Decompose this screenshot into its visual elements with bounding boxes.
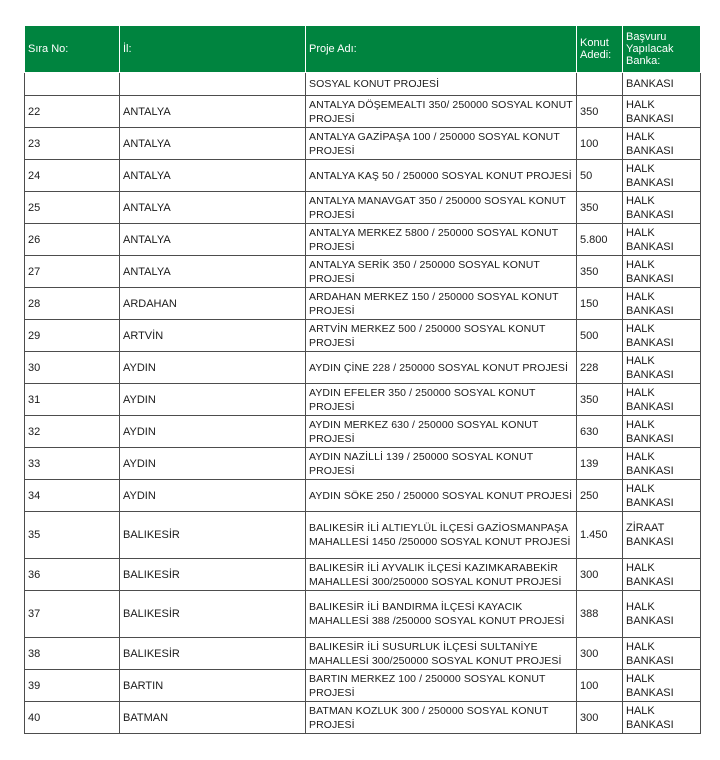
cell-sira-no: 39 [25, 670, 120, 702]
cell-proje-adi: BARTIN MERKEZ 100 / 250000 SOSYAL KONUT PROJESİ [306, 670, 577, 702]
cell-konut-adedi: 300 [577, 638, 623, 670]
cell-proje-adi: BALIKESİR İLİ AYVALIK İLÇESİ KAZIMKARABEKİR MAHALLESİ 300/250000 SOSYAL KONUT PROJESİ [306, 559, 577, 591]
cell-il: BARTIN [120, 670, 306, 702]
cell-proje-adi: ARDAHAN MERKEZ 150 / 250000 SOSYAL KONUT PROJESİ [306, 288, 577, 320]
table-row [25, 448, 701, 480]
cell-proje-adi: BALIKESİR İLİ BANDIRMA İLÇESİ KAYACIK MAHALLESİ 388 /250000 SOSYAL KONUT PROJESİ [306, 591, 577, 638]
table-row [25, 384, 701, 416]
cell-proje-adi: AYDIN SÖKE 250 / 250000 SOSYAL KONUT PROJESİ [306, 480, 577, 512]
cell-sira-no: 29 [25, 320, 120, 352]
cell-konut-adedi: 100 [577, 670, 623, 702]
cell-il: BALIKESİR [120, 638, 306, 670]
cell-proje-adi: BALIKESİR İLİ ALTIEYLÜL İLÇESİ GAZİOSMANPAŞA MAHALLESİ 1450 /250000 SOSYAL KONUT PROJESİ [306, 512, 577, 559]
cell-il: AYDIN [120, 448, 306, 480]
table-row [25, 591, 701, 638]
table-row [25, 288, 701, 320]
cell-banka: BANKASI [623, 73, 701, 96]
table-row [25, 480, 701, 512]
cell-banka: ZİRAAT BANKASI [623, 512, 701, 559]
cell-sira-no: 22 [25, 96, 120, 128]
housing-project-table [24, 25, 701, 734]
table-row [25, 512, 701, 559]
cell-il: ARDAHAN [120, 288, 306, 320]
cell-il: ANTALYA [120, 160, 306, 192]
cell-il: BALIKESİR [120, 512, 306, 559]
cell-proje-adi: ANTALYA MANAVGAT 350 / 250000 SOSYAL KONUT PROJESİ [306, 192, 577, 224]
cell-konut-adedi: 150 [577, 288, 623, 320]
cell-sira-no: 34 [25, 480, 120, 512]
cell-konut-adedi: 350 [577, 96, 623, 128]
cell-sira-no: 25 [25, 192, 120, 224]
cell-il [120, 73, 306, 96]
cell-konut-adedi [577, 73, 623, 96]
cell-konut-adedi: 300 [577, 702, 623, 734]
cell-proje-adi: ANTALYA KAŞ 50 / 250000 SOSYAL KONUT PROJESİ [306, 160, 577, 192]
cell-konut-adedi: 350 [577, 192, 623, 224]
cell-banka: HALK BANKASI [623, 288, 701, 320]
cell-proje-adi: ARTVİN MERKEZ 500 / 250000 SOSYAL KONUT PROJESİ [306, 320, 577, 352]
cell-il: AYDIN [120, 416, 306, 448]
cell-konut-adedi: 250 [577, 480, 623, 512]
header-proje-adi: Proje Adı: [306, 26, 577, 73]
cell-konut-adedi: 300 [577, 559, 623, 591]
cell-konut-adedi: 630 [577, 416, 623, 448]
cell-sira-no: 27 [25, 256, 120, 288]
table-row [25, 320, 701, 352]
cell-sira-no: 35 [25, 512, 120, 559]
cell-banka: HALK BANKASI [623, 591, 701, 638]
table-header-row [25, 26, 701, 73]
cell-proje-adi: ANTALYA DÖŞEMEALTI 350/ 250000 SOSYAL KONUT PROJESİ [306, 96, 577, 128]
header-konut-adedi: Konut Adedi: [577, 26, 623, 73]
cell-proje-adi: ANTALYA SERİK 350 / 250000 SOSYAL KONUT PROJESİ [306, 256, 577, 288]
table-row [25, 638, 701, 670]
cell-il: ANTALYA [120, 96, 306, 128]
table-row [25, 256, 701, 288]
cell-banka: HALK BANKASI [623, 670, 701, 702]
cell-sira-no [25, 73, 120, 96]
cell-il: BATMAN [120, 702, 306, 734]
cell-sira-no: 23 [25, 128, 120, 160]
cell-konut-adedi: 350 [577, 256, 623, 288]
cell-konut-adedi: 50 [577, 160, 623, 192]
cell-il: ANTALYA [120, 256, 306, 288]
cell-banka: HALK BANKASI [623, 416, 701, 448]
cell-sira-no: 24 [25, 160, 120, 192]
cell-proje-adi: ANTALYA MERKEZ 5800 / 250000 SOSYAL KONUT PROJESİ [306, 224, 577, 256]
header-il: İl: [120, 26, 306, 73]
cell-banka: HALK BANKASI [623, 702, 701, 734]
cell-proje-adi: BATMAN KOZLUK 300 / 250000 SOSYAL KONUT PROJESİ [306, 702, 577, 734]
cell-proje-adi: AYDIN EFELER 350 / 250000 SOSYAL KONUT PROJESİ [306, 384, 577, 416]
cell-il: ANTALYA [120, 192, 306, 224]
cell-sira-no: 30 [25, 352, 120, 384]
cell-banka: HALK BANKASI [623, 192, 701, 224]
cell-banka: HALK BANKASI [623, 128, 701, 160]
cell-sira-no: 26 [25, 224, 120, 256]
cell-sira-no: 40 [25, 702, 120, 734]
cell-banka: HALK BANKASI [623, 559, 701, 591]
cell-banka: HALK BANKASI [623, 638, 701, 670]
cell-proje-adi: AYDIN MERKEZ 630 / 250000 SOSYAL KONUT PROJESİ [306, 416, 577, 448]
cell-il: AYDIN [120, 480, 306, 512]
cell-sira-no: 33 [25, 448, 120, 480]
cell-sira-no: 36 [25, 559, 120, 591]
header-sira-no: Sıra No: [25, 26, 120, 73]
cell-il: AYDIN [120, 352, 306, 384]
table-row [25, 352, 701, 384]
cell-konut-adedi: 139 [577, 448, 623, 480]
cell-proje-adi: AYDIN ÇİNE 228 / 250000 SOSYAL KONUT PROJESİ [306, 352, 577, 384]
table-row [25, 670, 701, 702]
table-row [25, 160, 701, 192]
cell-proje-adi: SOSYAL KONUT PROJESİ [306, 73, 577, 96]
cell-il: BALIKESİR [120, 559, 306, 591]
table-row [25, 73, 701, 96]
cell-banka: HALK BANKASI [623, 256, 701, 288]
cell-banka: HALK BANKASI [623, 448, 701, 480]
cell-il: ARTVİN [120, 320, 306, 352]
cell-konut-adedi: 228 [577, 352, 623, 384]
cell-proje-adi: AYDIN NAZİLLİ 139 / 250000 SOSYAL KONUT PROJESİ [306, 448, 577, 480]
cell-konut-adedi: 350 [577, 384, 623, 416]
cell-sira-no: 38 [25, 638, 120, 670]
cell-banka: HALK BANKASI [623, 352, 701, 384]
cell-banka: HALK BANKASI [623, 480, 701, 512]
cell-sira-no: 37 [25, 591, 120, 638]
cell-il: AYDIN [120, 384, 306, 416]
cell-sira-no: 28 [25, 288, 120, 320]
table-row [25, 96, 701, 128]
table-row [25, 128, 701, 160]
cell-proje-adi: BALIKESİR İLİ SUSURLUK İLÇESİ SULTANİYE MAHALLESİ 300/250000 SOSYAL KONUT PROJESİ [306, 638, 577, 670]
table-row [25, 559, 701, 591]
cell-proje-adi: ANTALYA GAZİPAŞA 100 / 250000 SOSYAL KONUT PROJESİ [306, 128, 577, 160]
table-row [25, 702, 701, 734]
cell-banka: HALK BANKASI [623, 384, 701, 416]
table-row [25, 416, 701, 448]
cell-konut-adedi: 100 [577, 128, 623, 160]
cell-konut-adedi: 388 [577, 591, 623, 638]
table-row [25, 224, 701, 256]
cell-banka: HALK BANKASI [623, 224, 701, 256]
cell-sira-no: 32 [25, 416, 120, 448]
cell-il: ANTALYA [120, 128, 306, 160]
cell-il: ANTALYA [120, 224, 306, 256]
cell-konut-adedi: 5.800 [577, 224, 623, 256]
cell-banka: HALK BANKASI [623, 96, 701, 128]
table-row [25, 192, 701, 224]
cell-sira-no: 31 [25, 384, 120, 416]
cell-konut-adedi: 500 [577, 320, 623, 352]
cell-il: BALIKESİR [120, 591, 306, 638]
cell-banka: HALK BANKASI [623, 320, 701, 352]
header-basvuru-banka: Başvuru Yapılacak Banka: [623, 26, 701, 73]
cell-banka: HALK BANKASI [623, 160, 701, 192]
cell-konut-adedi: 1.450 [577, 512, 623, 559]
